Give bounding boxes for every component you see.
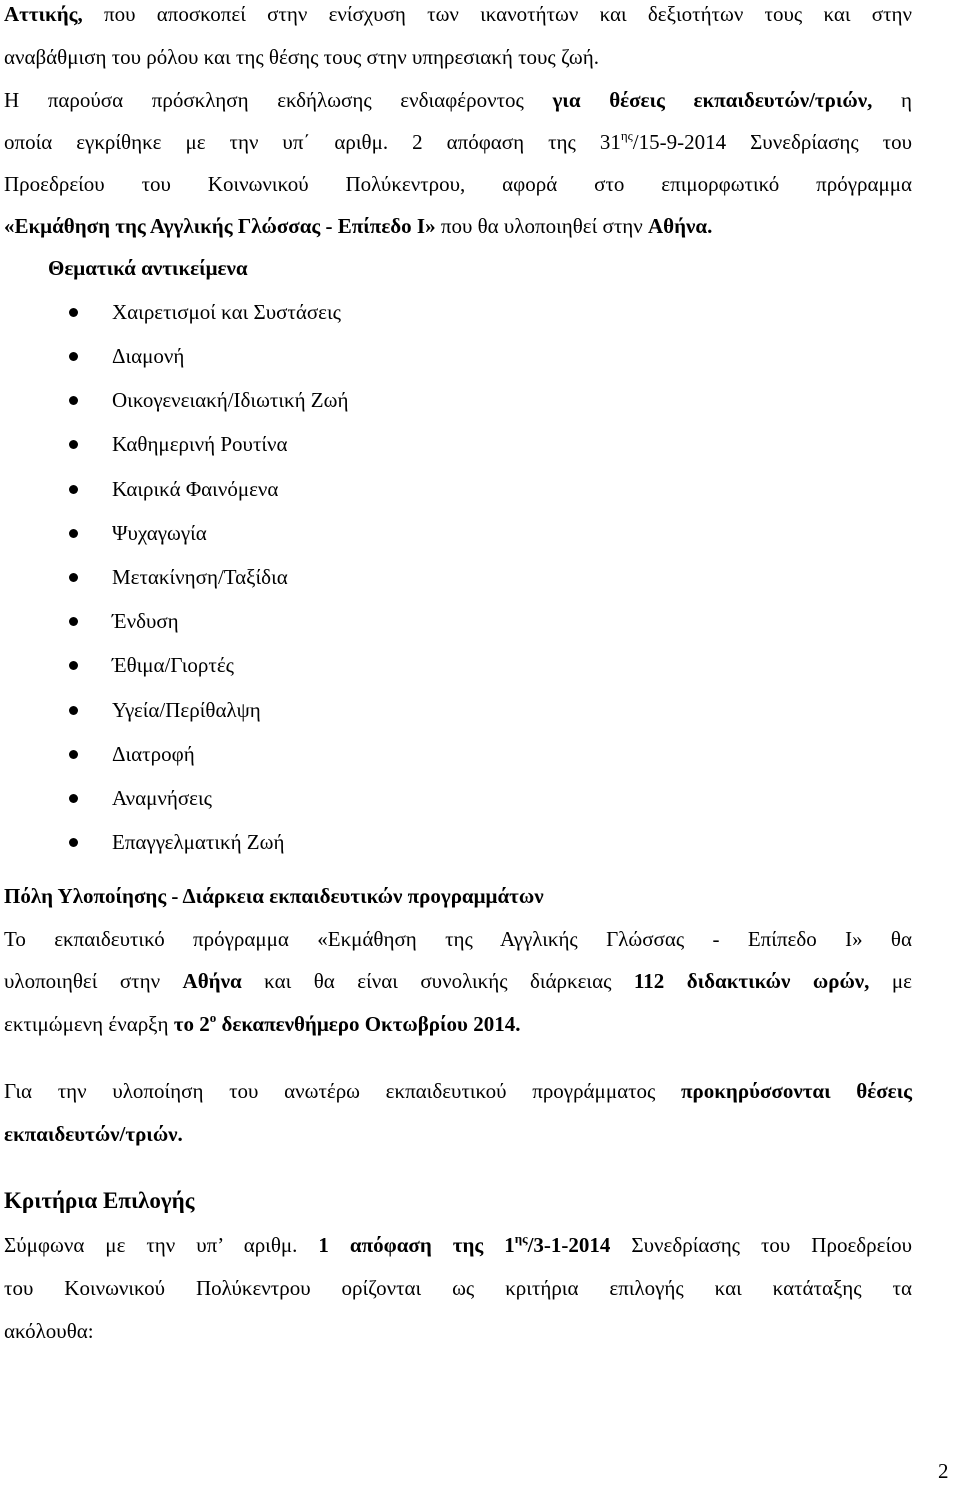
bullet-icon xyxy=(69,661,78,670)
list-item-label: Διαμονή xyxy=(112,344,185,368)
bullet-icon xyxy=(69,529,78,538)
criteria-decision: 1 απόφαση της 1 xyxy=(318,1233,515,1257)
list-item-label: Επαγγελματική Ζωή xyxy=(112,830,285,854)
bullet-icon xyxy=(69,794,78,803)
intro-line-3 xyxy=(4,86,912,114)
city-heading: Πόλη Υλοποίησης - Διάρκεια εκπαιδευτικών προγραμμάτων xyxy=(4,884,544,908)
criteria-line-1 xyxy=(4,1231,912,1259)
call-line-2: εκπαιδευτών/τριών. xyxy=(4,1122,183,1146)
city-start-sup: ο xyxy=(209,1010,217,1025)
criteria-heading: Κριτήρια Επιλογής xyxy=(4,1188,195,1213)
bullet-icon xyxy=(69,396,78,405)
list-item-label: Οικογενειακή/Ιδιωτική Ζωή xyxy=(112,388,349,412)
city-line-1: Το εκπαιδευτικό πρόγραμμα «Εκμάθηση της Αγγλικής Γλώσσας - Επίπεδο Ι» θα xyxy=(4,927,912,951)
city-line-2 xyxy=(4,967,912,995)
list-item-label: Υγεία/Περίθαλψη xyxy=(112,698,261,722)
call-line-1-a: Για την υλοποίηση του ανωτέρω εκπαιδευτικού προγράμματος xyxy=(4,1079,682,1103)
bullet-icon xyxy=(69,485,78,494)
program-city: Αθήνα. xyxy=(648,214,713,238)
intro-line-3-a: Η παρούσα πρόσκληση εκδήλωσης ενδιαφέροντος xyxy=(4,88,553,112)
list-item-label: Ψυχαγωγία xyxy=(112,521,207,545)
program-title: «Εκμάθηση της Αγγλικής Γλώσσας - Επίπεδο Ι» xyxy=(4,214,436,238)
topics-heading: Θεματικά αντικείμενα xyxy=(48,256,248,280)
call-positions: προκηρύσσονται θέσεις xyxy=(681,1079,912,1103)
criteria-line-1-d: Συνεδρίασης του Προεδρείου xyxy=(610,1233,912,1257)
bullet-icon xyxy=(69,750,78,759)
bullet-icon xyxy=(69,838,78,847)
criteria-line-2: του Κοινωνικού Πολύκεντρου ορίζονται ως κριτήρια επιλογής και κατάταξης τα xyxy=(4,1276,912,1300)
list-item-label: Ένδυση xyxy=(112,609,179,633)
intro-line-6 xyxy=(4,212,912,240)
city-line-3 xyxy=(4,1010,912,1038)
intro-line-4-b: /15-9-2014 Συνεδρίασης του xyxy=(632,130,912,154)
bullet-icon xyxy=(69,440,78,449)
list-item-label: Μετακίνηση/Ταξίδια xyxy=(112,565,288,589)
criteria-date: /3-1-2014 xyxy=(527,1233,611,1257)
intro-line-4 xyxy=(4,128,912,156)
bullet-icon xyxy=(69,617,78,626)
city-hours: 112 διδακτικών ωρών, xyxy=(633,969,870,993)
bullet-icon xyxy=(69,706,78,715)
list-item-label: Έθιμα/Γιορτές xyxy=(112,653,234,677)
bullet-icon xyxy=(69,308,78,317)
intro-line-6-b: που θα υλοποιηθεί στην xyxy=(435,214,648,238)
city-line-2-e: με xyxy=(869,969,912,993)
list-item-label: Καθημερινή Ρουτίνα xyxy=(112,432,288,456)
intro-line-1-text: που αποσκοπεί στην ενίσχυση των ικανοτήτων και δεξιοτήτων τους και στην xyxy=(82,2,912,26)
city-start-b: δεκαπενθήμερο Οκτωβρίου 2014. xyxy=(216,1012,521,1036)
page-number: 2 xyxy=(938,1459,949,1483)
city-line-2-c: και θα είναι συνολικής διάρκειας xyxy=(241,969,634,993)
list-item-label: Διατροφή xyxy=(112,742,195,766)
intro-positions: για θέσεις εκπαιδευτών/τριών, xyxy=(552,88,873,112)
city-line-3-a: εκτιμώμενη έναρξη xyxy=(4,1012,174,1036)
list-item-label: Χαιρετισμοί και Συστάσεις xyxy=(112,300,341,324)
city-name: Αθήνα xyxy=(182,969,242,993)
city-start-a: το 2 xyxy=(173,1012,210,1036)
intro-line-3-c: η xyxy=(872,88,912,112)
intro-line-2: αναβάθμιση του ρόλου και της θέσης τους στην υπηρεσιακή τους ζωή. xyxy=(4,45,599,69)
intro-line-4-sup: ης xyxy=(620,128,633,143)
criteria-line-3: ακόλουθα: xyxy=(4,1319,94,1343)
bullet-icon xyxy=(69,573,78,582)
criteria-sup: ης xyxy=(514,1231,528,1246)
city-line-2-a: υλοποιηθεί στην xyxy=(4,969,183,993)
intro-line-5: Προεδρείου του Κοινωνικού Πολύκεντρου, αφορά στο επιμορφωτικό πρόγραμμα xyxy=(4,172,912,196)
intro-region: Αττικής, xyxy=(4,2,83,26)
intro-line-1 xyxy=(4,0,912,28)
list-item-label: Καιρικά Φαινόμενα xyxy=(112,477,279,501)
criteria-line-1-a: Σύμφωνα με την υπ’ αριθμ. xyxy=(4,1233,319,1257)
bullet-icon xyxy=(69,352,78,361)
list-item-label: Αναμνήσεις xyxy=(112,786,212,810)
intro-line-4-a: οποία εγκρίθηκε με την υπ΄ αριθμ. 2 απόφαση της 31 xyxy=(4,130,621,154)
call-line-1 xyxy=(4,1077,912,1105)
